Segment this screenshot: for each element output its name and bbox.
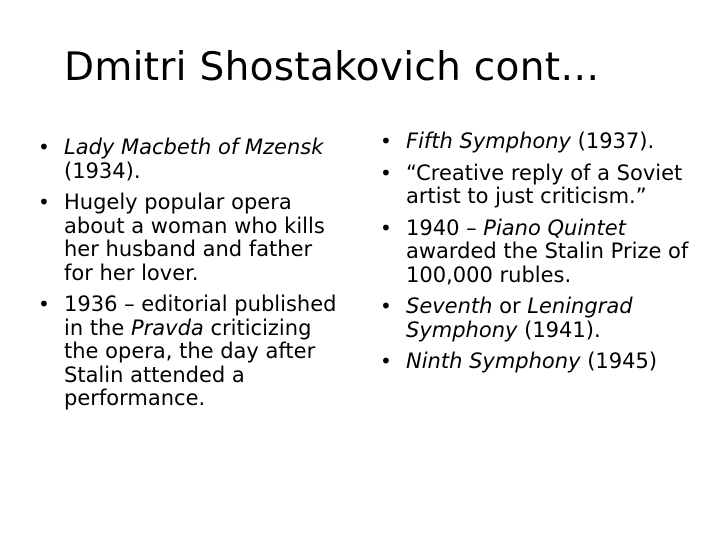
bullet-text: criticizing the opera, the day after Stalin attended a performance. [64, 315, 316, 410]
bullet-text-italic: Seventh [406, 294, 493, 318]
bullet-icon: • [38, 135, 50, 159]
left-bullet-list [38, 136, 346, 419]
bullet-text: 1936 – editorial published in the [64, 292, 337, 340]
bullet-text: or [492, 294, 528, 318]
bullet-text-italic: Lady Macbeth of Mzensk [64, 135, 324, 159]
bullet-text: (1934). [64, 158, 141, 183]
bullet-item [38, 293, 346, 411]
bullet-item [380, 295, 700, 342]
bullet-text: 1940 – [406, 215, 484, 240]
bullet-text: (1937). [570, 129, 655, 153]
bullet-item [380, 130, 700, 154]
bullet-text-italic: Fifth Symphony [406, 129, 571, 153]
bullet-text-italic: Ninth Symphony [406, 349, 581, 373]
bullet-text: (1941). [517, 317, 601, 342]
slide-title: Dmitri Shostakovich cont… [64, 45, 600, 90]
bullet-text-italic: Pravda [130, 315, 204, 340]
right-bullet-list [380, 130, 700, 382]
bullet-icon: • [380, 294, 392, 318]
bullet-item [380, 350, 700, 374]
bullet-icon: • [380, 215, 392, 240]
bullet-text-italic: Piano Quintet [483, 215, 626, 240]
bullet-icon: • [380, 349, 392, 373]
bullet-item [380, 162, 700, 209]
bullet-item [380, 217, 700, 288]
bullet-text: Hugely popular opera about a woman who kills her husband and father for her lover. [64, 190, 325, 285]
bullet-icon: • [38, 190, 50, 214]
bullet-text: “Creative reply of a Soviet artist to just criticism.” [406, 160, 683, 208]
bullet-text: (1945) [580, 349, 658, 373]
bullet-item [38, 191, 346, 285]
bullet-icon: • [380, 129, 392, 153]
bullet-item [38, 136, 346, 183]
bullet-text: awarded the Stalin Prize of 100,000 rubles. [406, 239, 689, 287]
bullet-icon: • [380, 160, 392, 185]
bullet-icon: • [38, 292, 50, 316]
bullet-text-italic: Leningrad Symphony [406, 294, 633, 342]
